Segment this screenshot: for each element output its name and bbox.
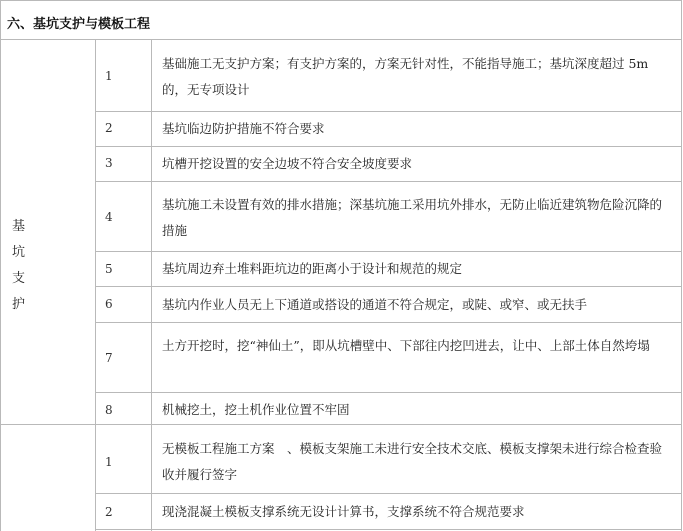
row-divider bbox=[96, 181, 682, 182]
row-divider bbox=[96, 251, 682, 252]
row-text: 基坑临边防护措施不符合要求 bbox=[162, 121, 325, 136]
row-number: 3 bbox=[105, 156, 113, 170]
row-text: 无模板工程施工方案 、模板支架施工未进行安全技术交底、模板支撑架未进行综合检查验收并履行签字 bbox=[162, 441, 663, 482]
row-text: 基坑施工未设置有效的排水措施；深基坑施工采用坑外排水，无防止临近建筑物危险沉降的措施 bbox=[162, 197, 663, 238]
column-divider bbox=[151, 39, 152, 531]
row-number: 1 bbox=[105, 69, 113, 83]
row-text: 基坑内作业人员无上下通道或搭设的通道不符合规定，或陡、或窄、或无扶手 bbox=[162, 297, 588, 312]
row-text: 现浇混凝土模板支撑系统无设计计算书，支撑系统不符合规范要求 bbox=[162, 504, 525, 519]
row-divider bbox=[96, 322, 682, 323]
table-border-right bbox=[681, 0, 682, 531]
column-divider bbox=[95, 39, 96, 531]
row-divider bbox=[96, 392, 682, 393]
row-divider bbox=[96, 529, 682, 530]
row-number: 2 bbox=[105, 121, 113, 135]
row-text: 坑槽开挖设置的安全边坡不符合安全坡度要求 bbox=[162, 156, 413, 171]
row-divider bbox=[96, 111, 682, 112]
row-text: 机械挖土，挖土机作业位置不牢固 bbox=[162, 402, 350, 417]
row-divider bbox=[0, 39, 682, 40]
row-divider bbox=[96, 493, 682, 494]
category-label: 基 坑 支 护 bbox=[12, 219, 44, 312]
row-number: 7 bbox=[105, 351, 113, 365]
row-divider bbox=[96, 146, 682, 147]
table-border-left bbox=[0, 0, 1, 531]
row-number: 5 bbox=[105, 262, 113, 276]
row-number: 6 bbox=[105, 297, 113, 311]
row-number: 8 bbox=[105, 403, 113, 417]
row-divider bbox=[0, 0, 682, 1]
row-divider bbox=[0, 424, 682, 425]
row-text: 基础施工无支护方案；有支护方案的，方案无针对性，不能指导施工；基坑深度超过 5m 的，无专项设计 bbox=[162, 56, 649, 97]
row-text: 土方开挖时，挖“神仙土”，即从坑槽壁中、下部往内挖凹进去，让中、上部土体自然垮塌 bbox=[162, 338, 650, 353]
section-title: 六、基坑支护与模板工程 bbox=[7, 17, 151, 32]
row-text: 基坑周边弃土堆料距坑边的距离小于设计和规范的规定 bbox=[162, 261, 463, 276]
row-number: 4 bbox=[105, 210, 113, 224]
row-number: 2 bbox=[105, 505, 113, 519]
row-divider bbox=[96, 286, 682, 287]
row-number: 1 bbox=[105, 455, 113, 469]
